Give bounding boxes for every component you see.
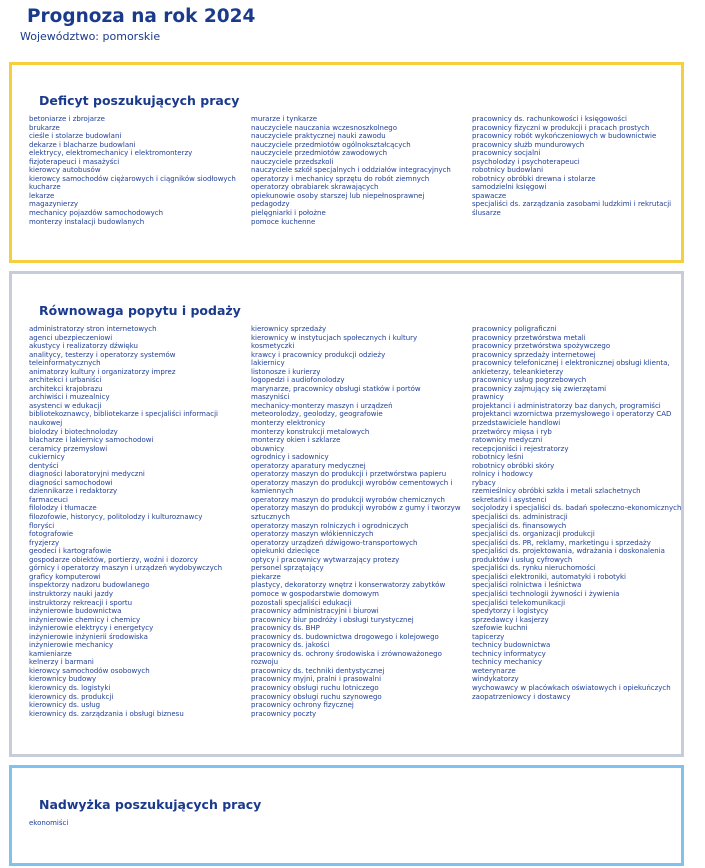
occupation-item: pracownicy ds. BHP [251, 624, 320, 633]
occupation-item: kosmetyczki [251, 342, 295, 351]
occupation-item: krawcy i pracownicy produkcji odzieży [251, 350, 386, 359]
occupation-item: kierownicy budowy [29, 675, 97, 684]
occupation-item: fizjoterapeuci i masażyści [29, 157, 120, 166]
occupation-item: maszyniści [251, 393, 290, 402]
occupation-item: opiekunowie osoby starszej lub niepełnosprawnej [251, 191, 425, 200]
occupation-item: pracownicy administracyjni i biurowi [251, 607, 379, 616]
occupation-item: monterzy instalacji budowlanych [29, 217, 145, 226]
deficit-column-1 [29, 115, 236, 226]
occupation-item: logopedzi i audiofonolodzy [251, 376, 345, 385]
occupation-item: pracownicy robót wykończeniowych w budownictwie [472, 132, 657, 141]
occupation-item: pracownicy biur podróży i obsługi turystycznej [251, 615, 414, 624]
occupation-item: bibliotekoznawcy, bibliotekarze i specjaliści informacji [29, 410, 219, 419]
occupation-item: brukarze [29, 123, 60, 132]
occupation-item: monterzy elektronicy [251, 419, 326, 428]
occupation-item: ślusarze [472, 209, 501, 218]
occupation-item: analitycy, testerzy i operatorzy systemów [29, 350, 176, 359]
occupation-item: ogrodnicy i sadownicy [251, 453, 329, 462]
occupation-item: rzemieślnicy obróbki szkła i metali szlachetnych [472, 487, 641, 496]
occupation-item: pomoce w gospodarstwie domowym [251, 589, 379, 598]
occupation-item: kierowcy autobusów [29, 166, 101, 175]
occupation-item: operatorzy maszyn do produkcji i przetwórstwa papieru [251, 470, 447, 479]
occupation-item: wychowawcy w placówkach oświatowych i opiekuńczych [472, 683, 671, 692]
occupation-item: pedagodzy [251, 200, 290, 209]
occupation-item: kierownicy ds. usług [29, 701, 101, 710]
occupation-item: technicy budownictwa [472, 641, 551, 650]
occupation-item: mechanicy pojazdów samochodowych [29, 209, 164, 218]
occupation-item: operatorzy maszyn włókienniczych [251, 530, 374, 539]
occupation-item: ekonomiści [29, 819, 69, 827]
occupation-item: architekci krajobrazu [29, 384, 103, 393]
surplus-column-1 [29, 819, 68, 828]
occupation-item: inżynierowie elektrycy i energetycy [29, 624, 154, 633]
occupation-item: betoniarze i zbrojarze [29, 115, 105, 123]
balance-column-1 [29, 325, 222, 718]
occupation-item: diagności samochodowi [29, 478, 113, 487]
occupation-item: tapicerzy [472, 632, 505, 641]
occupation-item: psycholodzy i psychoterapeuci [472, 157, 580, 166]
balance-column-3 [472, 325, 681, 701]
occupation-item: rozwoju [251, 658, 279, 667]
occupation-item: operatorzy obrabiarek skrawających [251, 183, 379, 192]
occupation-item: rolnicy i hodowcy [472, 470, 533, 479]
occupation-item: pracownicy telefonicznej i elektronicznej obsługi klienta, [472, 359, 670, 368]
occupation-item: projektanci i administratorzy baz danych, programiści [472, 401, 661, 410]
occupation-item: kelnerzy i barmani [29, 658, 94, 667]
occupation-item: farmaceuci [29, 495, 69, 504]
occupation-item: pracownicy obsługi ruchu lotniczego [251, 683, 379, 692]
occupation-item: specjaliści ds. finansowych [472, 521, 567, 530]
occupation-item: magazynierzy [29, 200, 79, 209]
occupation-item: instruktorzy rekreacji i sportu [29, 598, 133, 607]
occupation-item: cieśle i stolarze budowlani [29, 132, 122, 141]
occupation-item: socjolodzy i specjaliści ds. badań społeczno-ekonomicznych [472, 504, 682, 513]
occupation-item: specjaliści ds. PR, reklamy, marketingu i sprzedaży [472, 538, 651, 547]
occupation-item: inżynierowie inżynierii środowiska [29, 632, 148, 641]
occupation-item: monterzy konstrukcji metalowych [251, 427, 370, 436]
occupation-item: obuwnicy [251, 444, 285, 453]
occupation-item: pomoce kuchenne [251, 217, 316, 226]
occupation-item: technicy mechanicy [472, 658, 543, 667]
occupation-item: pracownicy przetwórstwa spożywczego [472, 342, 611, 351]
occupation-item: architekci i urbaniści [29, 376, 102, 385]
occupation-item: kierownicy ds. logistyki [29, 683, 111, 692]
occupation-item: inżynierowie mechanicy [29, 641, 114, 650]
occupation-item: blacharze i lakiernicy samochodowi [29, 436, 154, 445]
occupation-item: pracownicy sprzedaży internetowej [472, 350, 596, 359]
occupation-item: dentyści [29, 461, 59, 470]
occupation-item: specjaliści ds. zarządzania zasobami ludzkimi i rekrutacji [472, 200, 672, 209]
occupation-item: geodeci i kartografowie [29, 547, 112, 556]
occupation-item: pracownicy poczty [251, 709, 317, 718]
occupation-item: specjaliści ds. administracji [472, 513, 568, 522]
occupation-item: przetwórcy mięsa i ryb [472, 427, 552, 436]
occupation-item: cukiernicy [29, 453, 65, 462]
occupation-item: ratownicy medyczni [472, 436, 543, 445]
occupation-item: meteorolodzy, geolodzy, geografowie [251, 410, 383, 419]
balance-column-2 [251, 325, 461, 718]
occupation-item: pracownicy usług pogrzebowych [472, 376, 587, 385]
surplus-panel [9, 765, 684, 866]
occupation-item: filozofowie, historycy, politolodzy i kulturoznawcy [29, 513, 203, 522]
occupation-item: murarze i tynkarze [251, 115, 318, 123]
occupation-item: marynarze, pracownicy obsługi statków i portów [251, 384, 421, 393]
occupation-item: graficy komputerowi [29, 572, 101, 581]
occupation-item: specjaliści ds. rynku nieruchomości [472, 564, 596, 573]
occupation-item: robotnicy leśni [472, 453, 524, 462]
occupation-item: nauczyciele przedmiotów zawodowych [251, 149, 388, 158]
occupation-item: kierownicy ds. zarządzania i obsługi biznesu [29, 709, 184, 718]
deficit-column-2 [251, 115, 451, 226]
occupation-item: technicy informatycy [472, 649, 546, 658]
occupation-item: sekretarki i asystenci [472, 495, 547, 504]
occupation-item: kucharze [29, 183, 61, 192]
occupation-item: nauczyciele przedszkoli [251, 157, 334, 166]
occupation-item: pracownicy ds. budownictwa drogowego i kolejowego [251, 632, 439, 641]
occupation-item: diagności laboratoryjni medyczni [29, 470, 145, 479]
occupation-item: pracownicy służb mundurowych [472, 140, 585, 149]
occupation-item: operatorzy maszyn do produkcji wyrobów z gumy i tworzyw [251, 504, 461, 513]
occupation-item: pracownicy myjni, pralni i prasowalni [251, 675, 382, 684]
occupation-item: robotnicy budowlani [472, 166, 544, 175]
occupation-item: specjaliści rolnictwa i leśnictwa [472, 581, 582, 590]
occupation-item: mechanicy-monterzy maszyn i urządzeń [251, 401, 393, 410]
occupation-item: inżynierowie budownictwa [29, 607, 122, 616]
occupation-item: sprzedawcy i kasjerzy [472, 615, 549, 624]
occupation-item: pracownicy ds. rachunkowości i księgowości [472, 115, 627, 123]
occupation-item: ankieterzy, teleankieterzy [472, 367, 564, 376]
occupation-item: spedytorzy i logistycy [472, 607, 549, 616]
occupation-item: listonosze i kurierzy [251, 367, 321, 376]
occupation-item: plastycy, dekoratorzy wnętrz i konserwatorzy zabytków [251, 581, 446, 590]
occupation-item: agenci ubezpieczeniowi [29, 333, 113, 342]
occupation-item: specjaliści telekomunikacji [472, 598, 566, 607]
occupation-item: zaopatrzeniowcy i dostawcy [472, 692, 571, 701]
occupation-item: specjaliści ds. projektowania, wdrażania i doskonalenia [472, 547, 665, 556]
occupation-item: pracownicy fizyczni w produkcji i pracach prostych [472, 123, 650, 132]
occupation-item: filolodzy i tłumacze [29, 504, 97, 513]
occupation-item: kierownicy w instytucjach społecznych i kultury [251, 333, 418, 342]
occupation-item: robotnicy obróbki skóry [472, 461, 555, 470]
deficit-heading: Deficyt poszukujących pracy [39, 93, 240, 108]
occupation-item: pracownicy ochrony fizycznej [251, 701, 354, 710]
occupation-item: przedstawiciele handlowi [472, 419, 561, 428]
occupation-item: sztucznych [251, 513, 290, 522]
occupation-item: operatorzy aparatury medycznej [251, 461, 366, 470]
occupation-item: specjaliści ds. organizacji produkcji [472, 530, 595, 539]
occupation-item: archiwiści i muzealnicy [29, 393, 110, 402]
occupation-item: biolodzy i biotechnolodzy [29, 427, 118, 436]
occupation-item: górnicy i operatorzy maszyn i urządzeń wydobywczych [29, 564, 223, 573]
occupation-item: inżynierowie chemicy i chemicy [29, 615, 141, 624]
occupation-item: pracownicy ds. techniki dentystycznej [251, 666, 385, 675]
deficit-column-3 [472, 115, 671, 218]
occupation-item: kamiennych [251, 487, 294, 496]
occupation-item: naukowej [29, 419, 63, 428]
occupation-item: pracownicy poligraficzni [472, 325, 557, 333]
occupation-item: pielęgniarki i położne [251, 209, 326, 218]
occupation-item: produktów i usług cyfrowych [472, 555, 573, 564]
occupation-item: administratorzy stron internetowych [29, 325, 157, 333]
occupation-item: kamieniarze [29, 649, 72, 658]
occupation-item: spawacze [472, 191, 507, 200]
occupation-item: operatorzy i mechanicy sprzętu do robót ziemnych [251, 174, 430, 183]
occupation-item: asystenci w edukacji [29, 401, 102, 410]
occupation-item: inspektorzy nadzoru budowlanego [29, 581, 150, 590]
occupation-item: floryści [29, 521, 55, 530]
occupation-item: nauczyciele przedmiotów ogólnokształcących [251, 140, 411, 149]
occupation-item: operatorzy maszyn rolniczych i ogrodniczych [251, 521, 409, 530]
occupation-item: pracownicy zajmujący się zwierzętami [472, 384, 607, 393]
occupation-item: windykatorzy [472, 675, 519, 684]
occupation-item: operatorzy urządzeń dźwigowo-transportowych [251, 538, 418, 547]
occupation-item: recepcjoniści i rejestratorzy [472, 444, 569, 453]
occupation-item: pracownicy obsługi ruchu szynowego [251, 692, 382, 701]
occupation-item: operatorzy maszyn do produkcji wyrobów chemicznych [251, 495, 445, 504]
occupation-item: gospodarze obiektów, portierzy, woźni i dozorcy [29, 555, 198, 564]
occupation-item: opiekunki dziecięce [251, 547, 320, 556]
occupation-item: kierowcy samochodów osobowych [29, 666, 150, 675]
occupation-item: pracownicy ds. jakości [251, 641, 330, 650]
occupation-item: piekarze [251, 572, 281, 581]
region-label: Województwo: pomorskie [20, 30, 161, 43]
occupation-item: nauczyciele nauczania wczesnoszkolnego [251, 123, 398, 132]
occupation-item: kierowcy samochodów ciężarowych i ciągników siodłowych [29, 174, 236, 183]
occupation-item: dekarze i blacharze budowlani [29, 140, 136, 149]
occupation-item: elektrycy, elektromechanicy i elektromonterzy [29, 149, 193, 158]
occupation-item: teleinformatycznych [29, 359, 101, 368]
deficit-panel [9, 62, 684, 263]
occupation-item: specjaliści technologii żywności i żywienia [472, 589, 620, 598]
occupation-item: pracownicy przetwórstwa metali [472, 333, 586, 342]
occupation-item: fotografowie [29, 530, 74, 539]
occupation-item: dziennikarze i redaktorzy [29, 487, 118, 496]
occupation-item: nauczyciele praktycznej nauki zawodu [251, 132, 386, 141]
occupation-item: kierownicy sprzedaży [251, 325, 327, 333]
occupation-item: lekarze [29, 191, 55, 200]
occupation-item: personel sprzątający [251, 564, 324, 573]
occupation-item: kierownicy ds. produkcji [29, 692, 114, 701]
occupation-item: lakiernicy [251, 359, 285, 368]
occupation-item: akustycy i realizatorzy dźwięku [29, 342, 138, 351]
occupation-item: pozostali specjaliści edukacji [251, 598, 352, 607]
surplus-heading: Nadwyżka poszukujących pracy [39, 797, 262, 812]
occupation-item: rybacy [472, 478, 496, 487]
occupation-item: optycy i pracownicy wytwarzający protezy [251, 555, 400, 564]
occupation-item: prawnicy [472, 393, 504, 402]
occupation-item: instruktorzy nauki jazdy [29, 589, 113, 598]
page-title: Prognoza na rok 2024 [27, 6, 256, 27]
occupation-item: robotnicy obróbki drewna i stolarze [472, 174, 596, 183]
occupation-item: fryzjerzy [29, 538, 60, 547]
occupation-item: samodzielni księgowi [472, 183, 547, 192]
occupation-item: specjaliści elektroniki, automatyki i robotyki [472, 572, 626, 581]
occupation-item: pracownicy socjalni [472, 149, 541, 158]
occupation-item: szefowie kuchni [472, 624, 528, 633]
occupation-item: monterzy okien i szklarze [251, 436, 341, 445]
occupation-item: operatorzy maszyn do produkcji wyrobów cementowych i [251, 478, 453, 487]
occupation-item: nauczyciele szkół specjalnych i oddziałów integracyjnych [251, 166, 451, 175]
balance-panel [9, 271, 684, 757]
occupation-item: weterynarze [472, 666, 516, 675]
occupation-item: projektanci wzornictwa przemysłowego i operatorzy CAD [472, 410, 672, 419]
occupation-item: animatorzy kultury i organizatorzy imprez [29, 367, 176, 376]
occupation-item: pracownicy ds. ochrony środowiska i zrównoważonego [251, 649, 442, 658]
balance-heading: Równowaga popytu i podaży [39, 303, 241, 318]
occupation-item: ceramicy przemysłowi [29, 444, 108, 453]
